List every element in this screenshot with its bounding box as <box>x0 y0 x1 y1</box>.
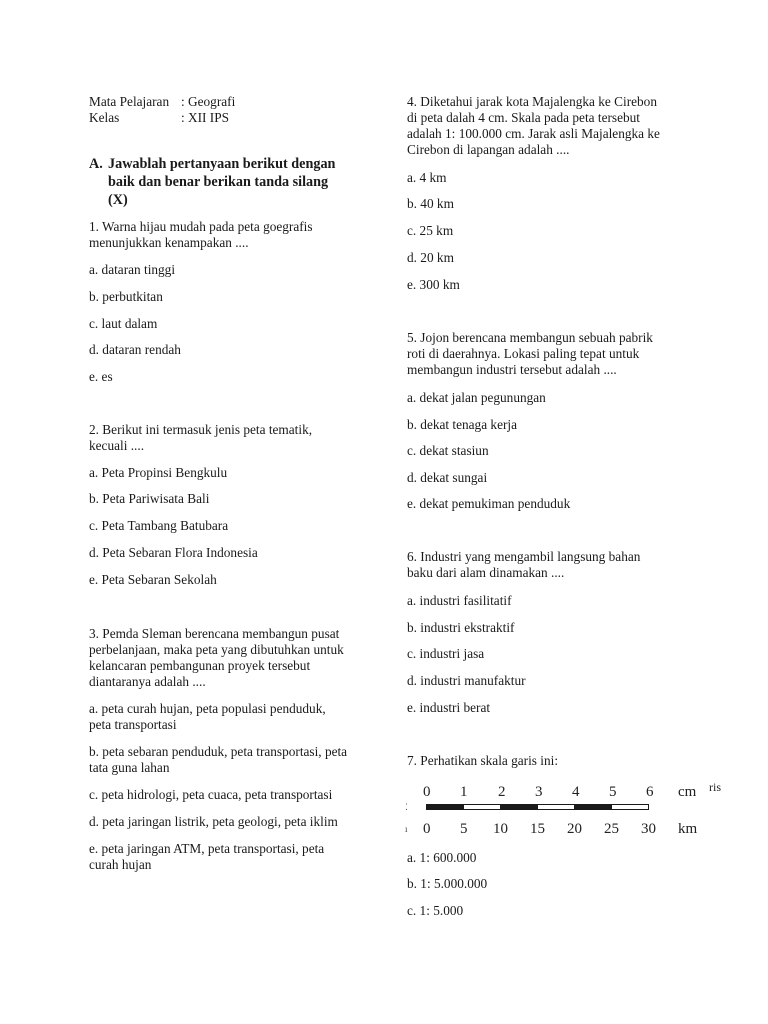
scale-km-label: 20 <box>567 821 582 837</box>
question-1 <box>89 219 313 251</box>
q2-option-e[interactable]: e. Peta Sebaran Sekolah <box>89 572 217 587</box>
q1-option-a[interactable]: a. dataran tinggi <box>89 262 176 277</box>
scale-cm-label: 1 <box>460 784 468 800</box>
scale-bar-figure <box>400 780 730 840</box>
q5-option-d[interactable]: d. dekat sungai <box>407 470 488 485</box>
scale-km-unit: km <box>678 821 698 837</box>
q3-option-d[interactable] <box>89 814 338 830</box>
scale-km-label: 0 <box>423 821 431 837</box>
question-5-line: roti di daerahnya. Lokasi paling tepat untuk <box>407 346 640 361</box>
question-4-line: adalah 1: 100.000 cm. Jarak asli Majalengka ke <box>407 126 660 141</box>
question-3-line: diantaranya adalah .... <box>89 674 206 689</box>
scale-cm-label: 5 <box>609 784 617 800</box>
section-marker: A. <box>89 156 103 172</box>
section-line-1: Jawablah pertanyaan berikut dengan <box>108 156 336 172</box>
question-7 <box>407 753 558 769</box>
class-value: : XII IPS <box>181 110 230 125</box>
question-6-line: 6. Industri yang mengambil langsung bahan <box>407 549 641 564</box>
scale-cm-label: 3 <box>535 784 543 800</box>
question-2-line: kecuali .... <box>89 438 145 453</box>
scale-bar <box>426 804 652 812</box>
q1-option-d[interactable]: d. dataran rendah <box>89 342 181 357</box>
q6-option-a[interactable]: a. industri fasilitatif <box>407 593 512 608</box>
q5-option-c[interactable]: c. dekat stasiun <box>407 443 489 458</box>
question-5-line: membangun industri tersebut adalah .... <box>407 362 617 377</box>
question-2-line: 2. Berikut ini termasuk jenis peta tematik, <box>89 422 313 437</box>
question-4 <box>407 94 660 158</box>
scale-km-label: 25 <box>604 821 619 837</box>
q3-option-c[interactable] <box>89 787 332 803</box>
question-3-line: 3. Pemda Sleman berencana membangun pusat <box>89 626 340 641</box>
section-line-2: baik dan benar berikan tanda silang <box>108 174 329 190</box>
q7-option-b[interactable]: b. 1: 5.000.000 <box>407 876 488 891</box>
option-line: a. peta curah hujan, peta populasi penduduk, <box>89 701 326 716</box>
option-line: d. peta jaringan listrik, peta geologi, peta iklim <box>89 814 338 829</box>
option-line: b. peta sebaran penduduk, peta transportasi, peta <box>89 744 348 759</box>
question-6-line: baku dari alam dinamakan .... <box>407 565 565 580</box>
option-line: peta transportasi <box>89 717 177 732</box>
question-7-line: 7. Perhatikan skala garis ini: <box>407 753 559 768</box>
scale-segment-black <box>574 804 612 810</box>
question-2 <box>89 422 312 454</box>
q5-option-e[interactable]: e. dekat pemukiman penduduk <box>407 496 571 511</box>
q3-option-a[interactable] <box>89 701 326 733</box>
option-line: tata guna lahan <box>89 760 170 775</box>
scale-km-label: 10 <box>493 821 508 837</box>
question-4-line: 4. Diketahui jarak kota Majalengka ke Cirebon <box>407 94 657 109</box>
scale-cm-label: 0 <box>423 784 431 800</box>
section-line-3: (X) <box>108 192 128 208</box>
question-3-line: kelancaran pembangunan proyek tersebut <box>89 658 311 673</box>
question-3-line: perbelanjaan, maka peta yang dibutuhkan untuk <box>89 642 344 657</box>
subject-label: Mata Pelajaran <box>89 94 170 109</box>
q3-option-e[interactable] <box>89 841 324 873</box>
q2-option-d[interactable]: d. Peta Sebaran Flora Indonesia <box>89 545 258 560</box>
option-line: curah hujan <box>89 857 152 872</box>
scale-km-label: 5 <box>460 821 468 837</box>
scale-cm-unit: cm <box>678 784 697 800</box>
q3-option-b[interactable] <box>89 744 347 776</box>
q7-option-c[interactable]: c. 1: 5.000 <box>407 903 464 918</box>
q2-option-b[interactable]: b. Peta Pariwisata Bali <box>89 491 210 506</box>
question-5 <box>407 330 653 378</box>
subject-row <box>89 94 235 110</box>
stray-text: ris <box>709 780 721 794</box>
class-row <box>89 110 229 126</box>
q4-option-b[interactable]: b. 40 km <box>407 196 454 211</box>
subject-value: : Geografi <box>181 94 236 109</box>
margin-mark: ⁚ <box>405 802 408 812</box>
scale-segment-white <box>611 804 649 810</box>
question-6 <box>407 549 640 581</box>
q1-option-c[interactable]: c. laut dalam <box>89 316 158 331</box>
q6-option-b[interactable]: b. industri ekstraktif <box>407 620 515 635</box>
scale-segment-black <box>426 804 464 810</box>
margin-mark: ı <box>405 824 408 834</box>
question-1-line: 1. Warna hijau mudah pada peta goegrafis <box>89 219 313 234</box>
q4-option-c[interactable]: c. 25 km <box>407 223 454 238</box>
question-4-line: di peta dalah 4 cm. Skala pada peta tersebut <box>407 110 640 125</box>
scale-segment-white <box>537 804 575 810</box>
option-line: c. peta hidrologi, peta cuaca, peta transportasi <box>89 787 333 802</box>
q2-option-a[interactable]: a. Peta Propinsi Bengkulu <box>89 465 228 480</box>
question-1-line: menunjukkan kenampakan .... <box>89 235 249 250</box>
scale-cm-label: 2 <box>498 784 506 800</box>
q1-option-b[interactable]: b. perbutkitan <box>89 289 163 304</box>
q4-option-a[interactable]: a. 4 km <box>407 170 447 185</box>
q1-option-e[interactable]: e. es <box>89 369 113 384</box>
class-label: Kelas <box>89 110 120 125</box>
q2-option-c[interactable]: c. Peta Tambang Batubara <box>89 518 229 533</box>
q4-option-d[interactable]: d. 20 km <box>407 250 454 265</box>
question-5-line: 5. Jojon berencana membangun sebuah pabrik <box>407 330 653 345</box>
q4-option-e[interactable]: e. 300 km <box>407 277 460 292</box>
q5-option-b[interactable]: b. dekat tenaga kerja <box>407 417 518 432</box>
scale-cm-label: 4 <box>572 784 580 800</box>
q6-option-e[interactable]: e. industri berat <box>407 700 491 715</box>
question-3 <box>89 626 344 690</box>
option-line: e. peta jaringan ATM, peta transportasi, peta <box>89 841 325 856</box>
scale-km-label: 15 <box>530 821 545 837</box>
section-heading <box>89 155 335 209</box>
q5-option-a[interactable]: a. dekat jalan pegunungan <box>407 390 546 405</box>
q6-option-c[interactable]: c. industri jasa <box>407 646 485 661</box>
q6-option-d[interactable]: d. industri manufaktur <box>407 673 526 688</box>
scale-segment-white <box>463 804 501 810</box>
scale-segment-black <box>500 804 538 810</box>
question-4-line: Cirebon di lapangan adalah .... <box>407 142 570 157</box>
scale-km-label: 30 <box>641 821 656 837</box>
scale-cm-label: 6 <box>646 784 654 800</box>
q7-option-a[interactable]: a. 1: 600.000 <box>407 850 477 865</box>
